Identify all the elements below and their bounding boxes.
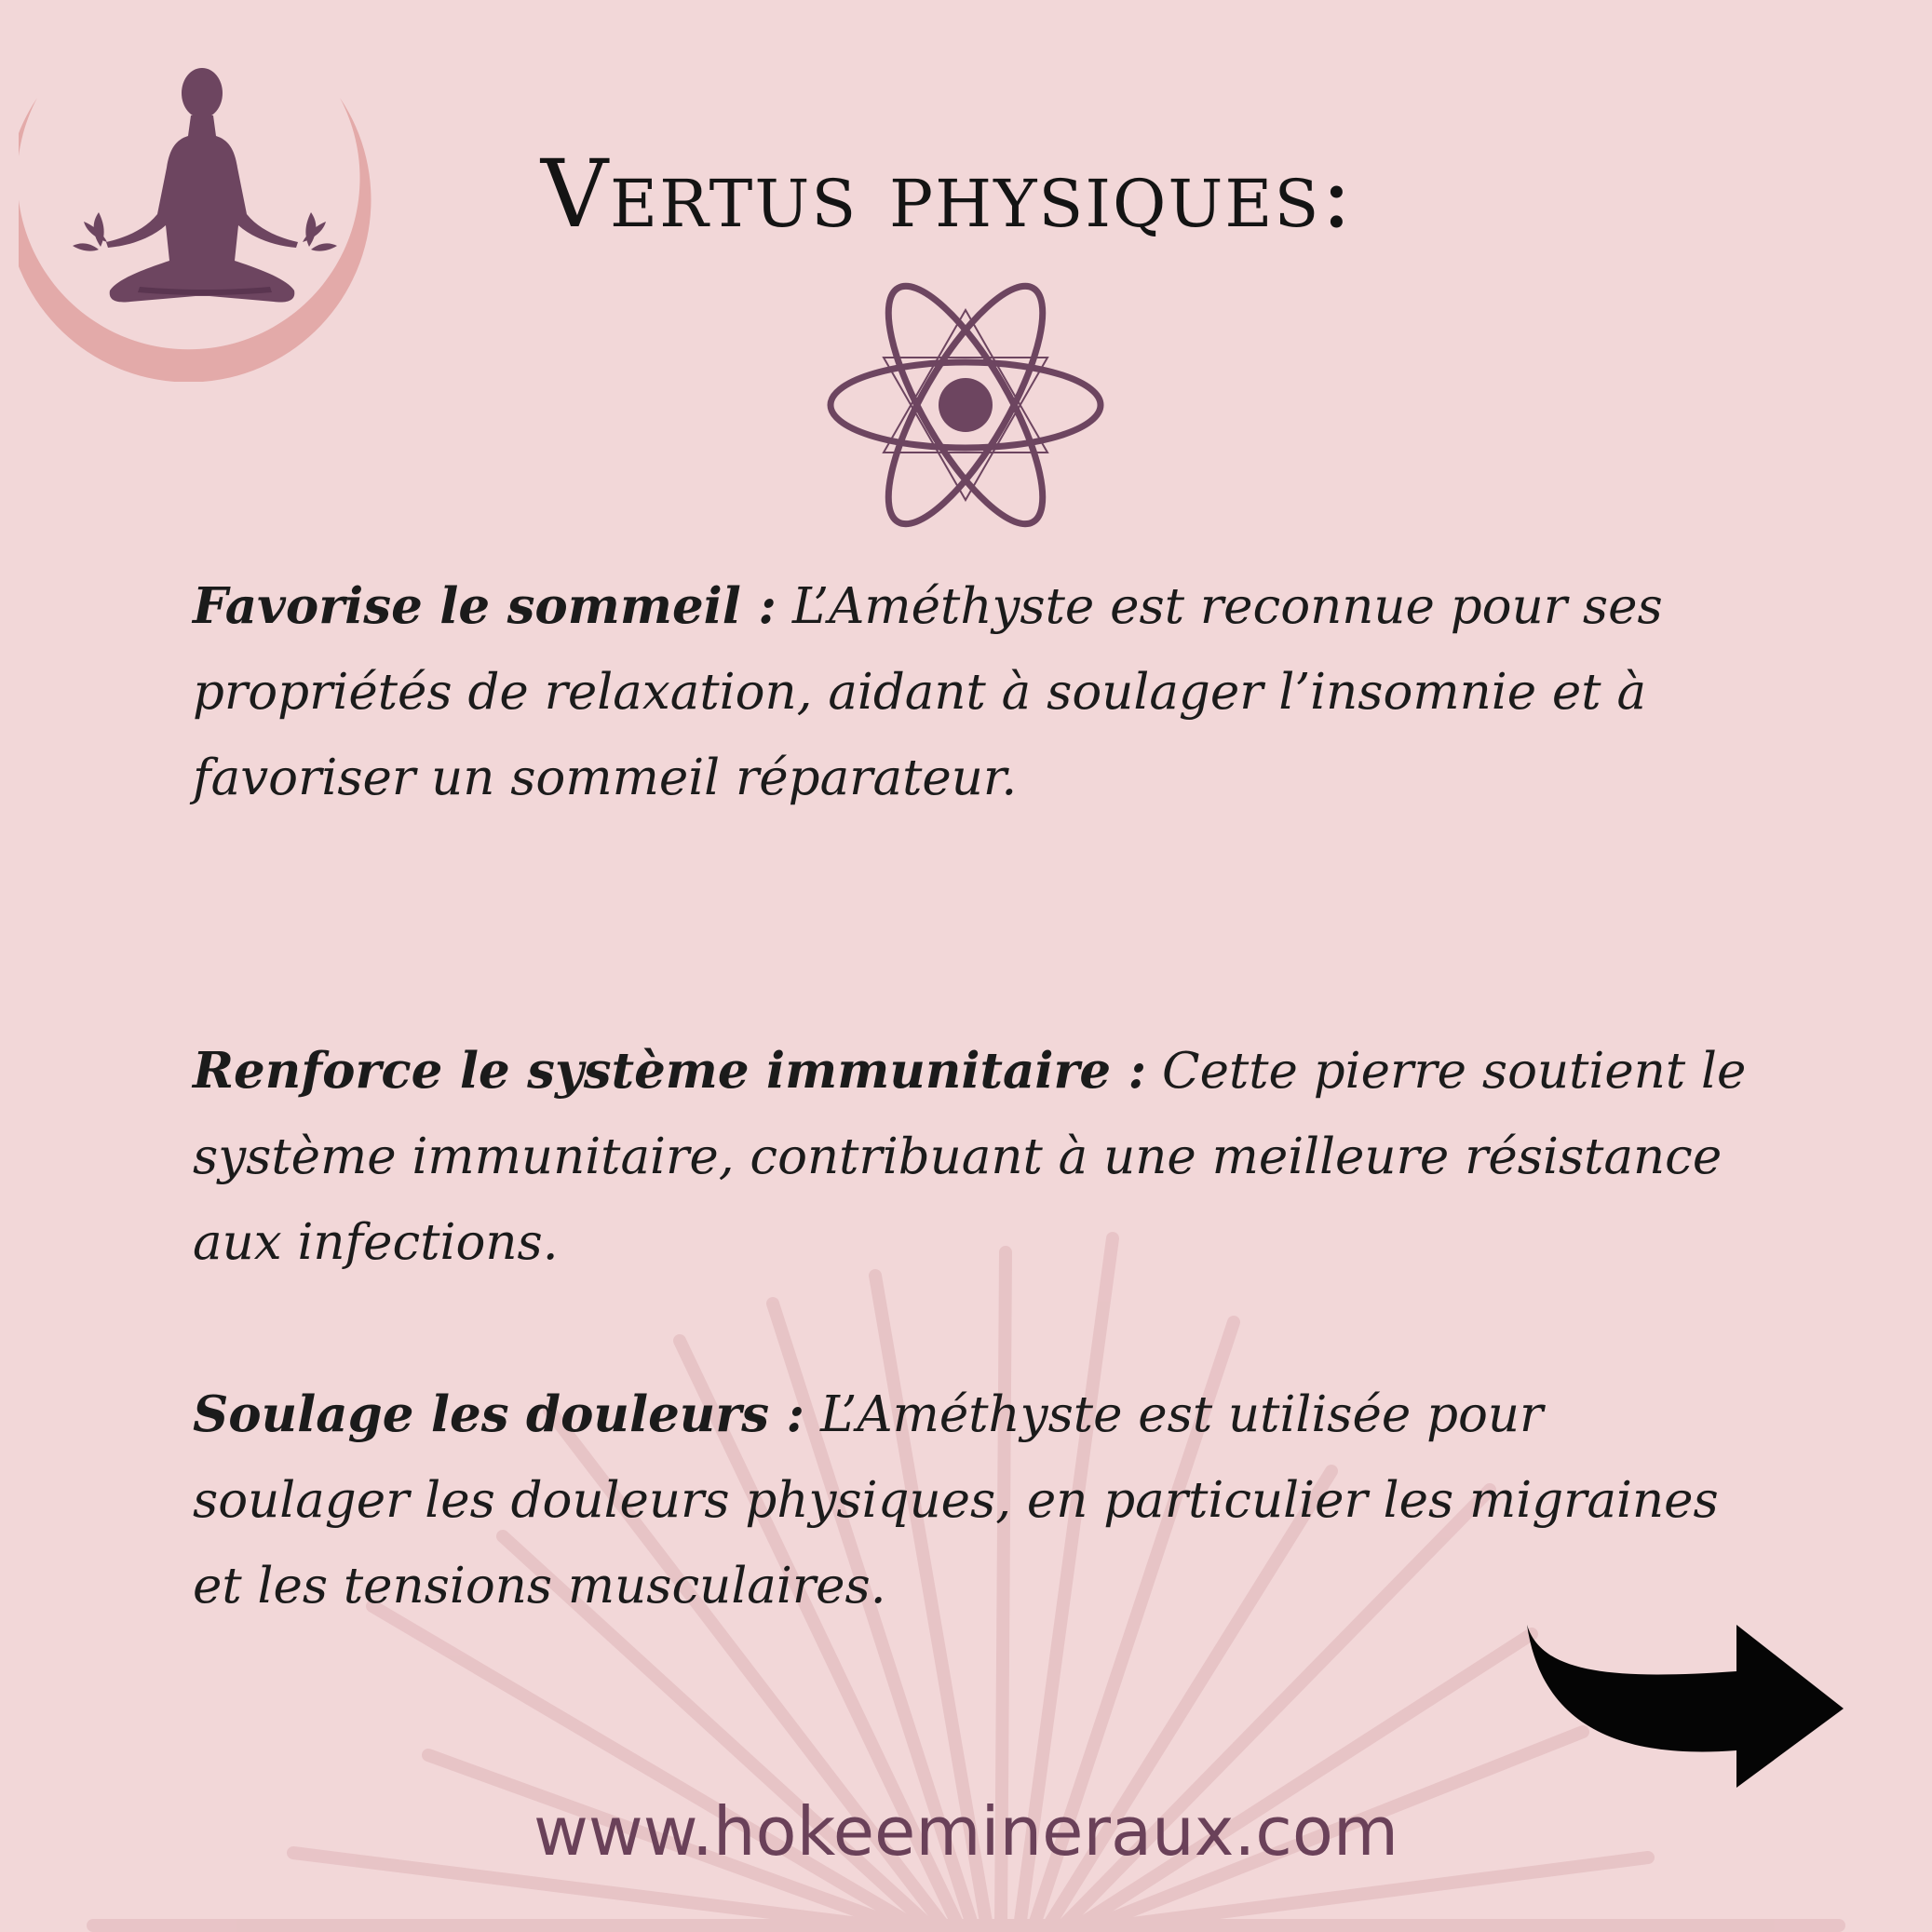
virtues-list <box>193 563 1757 1629</box>
virtue-immune-heading: Renforce le système immunitaire : <box>193 1042 1147 1100</box>
curved-arrow-right-icon[interactable] <box>1522 1620 1848 1792</box>
virtue-pain-text: L’Améthyste est utilisée pour soulager les douleurs physiques, en particulier les migraines et les tensions musculaires. <box>193 1386 1719 1615</box>
atom-icon <box>824 265 1108 545</box>
virtue-sleep-text: L’Améthyste est reconnue pour ses propriétés de relaxation, aidant à soulager l’insomnie et à favoriser un sommeil réparateur. <box>193 578 1663 806</box>
virtue-immune-text: Cette pierre soutient le système immunitaire, contribuant à une meilleure résistance aux infections. <box>193 1043 1747 1271</box>
virtue-sleep <box>193 563 1757 821</box>
page-title <box>0 140 1932 249</box>
website-link[interactable]: www.hokeemineraux.com <box>533 1792 1399 1871</box>
virtue-immune <box>193 1028 1757 1286</box>
virtue-pain <box>193 1371 1757 1629</box>
page-title-text: Vertus physiques: <box>540 140 1355 249</box>
virtue-sleep-heading: Favorise le sommeil : <box>193 577 777 635</box>
virtue-pain-heading: Soulage les douleurs : <box>193 1385 805 1443</box>
